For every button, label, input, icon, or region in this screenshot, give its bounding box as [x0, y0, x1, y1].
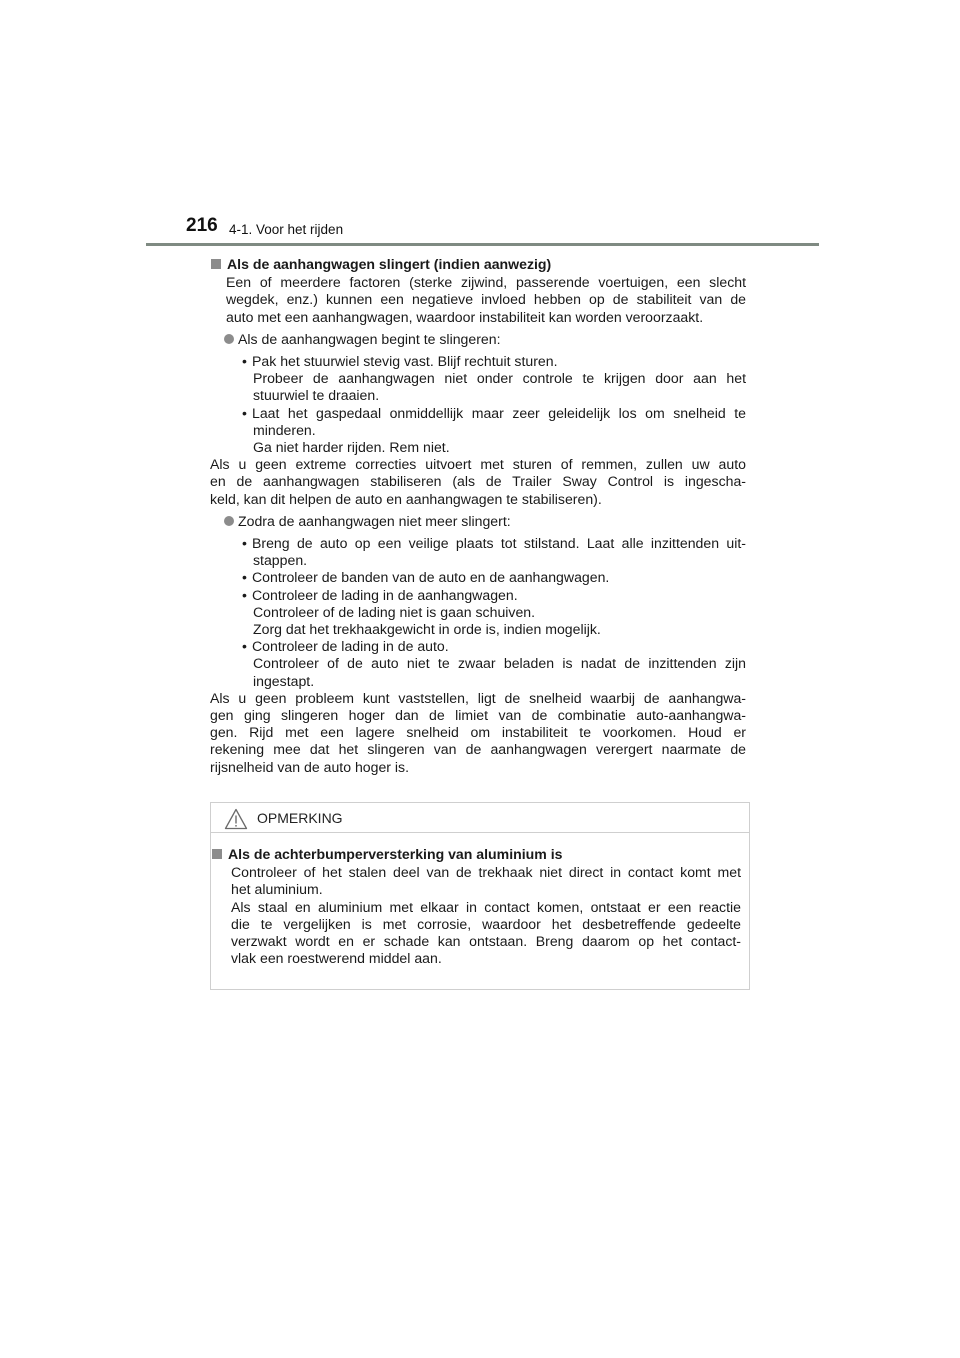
bullet-mark: •	[242, 586, 247, 603]
bullet-text: Zodra de aanhangwagen niet meer slingert:	[238, 512, 511, 529]
sub-item-text: Pak het stuurwiel stevig vast. Blijf rechtuit sturen.	[252, 353, 558, 370]
paragraph-line: rijsnelheid van de auto hoger is.	[210, 758, 410, 775]
intro-line: auto met een aanhangwagen, waardoor instabiliteit kan worden veroorzaakt.	[226, 308, 704, 325]
paragraph-line: Als u geen extreme correcties uitvoert met sturen of remmen, zullen uw auto	[210, 456, 746, 473]
sub-item	[210, 535, 746, 552]
notice-box	[210, 802, 750, 990]
sub-item-text: Controleer de lading in de aanhangwagen.	[252, 586, 518, 603]
heading-text: Als de aanhangwagen slingert (indien aanwezig)	[227, 256, 552, 272]
bullet-mark: •	[242, 535, 247, 552]
notice-line: verzwakt wordt en er schade kan ontstaan. Breng daarom op het contact-	[231, 933, 741, 950]
sub-item-continuation: ingestapt.	[253, 672, 315, 689]
warning-triangle-icon	[224, 808, 248, 830]
square-bullet-icon	[212, 849, 222, 859]
sub-item	[210, 587, 746, 604]
notice-line: het aluminium.	[231, 881, 323, 898]
paragraph-line: Als u geen probleem kunt vaststellen, ligt de snelheid waarbij de aanhangwa-	[210, 689, 746, 706]
intro-line: wegdek, enz.) kunnen een negatieve invloed hebben op de stabiliteit van de	[226, 291, 746, 308]
paragraph-line: keld, kan dit helpen de auto en aanhangwagen te stabiliseren).	[210, 490, 602, 507]
sub-item-text: Controleer de lading in de auto.	[252, 638, 449, 655]
intro-line: Een of meerdere factoren (sterke zijwind, passerende voertuigen, een slecht	[226, 274, 746, 291]
sub-item	[210, 353, 746, 370]
sub-item-continuation: Controleer of de auto niet te zwaar beladen is nadat de inzittenden zijn	[253, 655, 746, 672]
notice-line: Als staal en aluminium met elkaar in contact komen, ontstaat er een reactie	[231, 898, 741, 915]
square-bullet-icon	[211, 259, 221, 269]
paragraph-line: rekening mee dat het slingeren van de aanhangwagen verergert naarmate de	[210, 741, 746, 758]
sub-item	[210, 569, 746, 586]
sub-item-text: Laat het gaspedaal onmiddellijk maar zeer geleidelijk los om snelheid te	[252, 404, 746, 421]
page-number: 216	[186, 215, 218, 236]
bullet-text: Als de aanhangwagen begint te slingeren:	[238, 330, 501, 347]
paragraph-line: en de aanhangwagen stabiliseren (als de Trailer Sway Control is ingescha-	[210, 473, 746, 490]
section-heading	[210, 256, 746, 273]
notice-heading	[211, 846, 741, 863]
sub-item-continuation: stuurwiel te draaien.	[253, 387, 380, 404]
notice-body	[211, 846, 741, 967]
sub-item-continuation: Probeer de aanhangwagen niet onder controle te krijgen door aan het	[253, 370, 746, 387]
notice-header	[211, 803, 749, 833]
bullet-item	[210, 331, 746, 348]
notice-line: die te vergelijken is met corrosie, waardoor het desbetreffende gedeelte	[231, 915, 741, 932]
notice-title: OPMERKING	[257, 810, 343, 826]
bullet-mark: •	[242, 638, 247, 655]
notice-line: Controleer of het stalen deel van de trekhaak niet direct in contact komt met	[231, 864, 741, 881]
sub-item-continuation: Ga niet harder rijden. Rem niet.	[253, 439, 450, 456]
sub-item-continuation: Zorg dat het trekhaakgewicht in orde is, indien mogelijk.	[253, 621, 601, 638]
sub-item-continuation: stappen.	[253, 552, 308, 569]
notice-line: vlak een roestwerend middel aan.	[231, 950, 442, 967]
circle-bullet-icon	[224, 334, 234, 344]
main-content	[210, 256, 746, 776]
bullet-mark: •	[242, 404, 247, 421]
bullet-item	[210, 513, 746, 530]
header-rule	[146, 243, 819, 246]
paragraph-line: gen. Rijd met een lagere snelheid om instabiliteit te voorkomen. Houd er	[210, 724, 746, 741]
circle-bullet-icon	[224, 516, 234, 526]
sub-item-text: Controleer de banden van de auto en de aanhangwagen.	[252, 569, 610, 586]
paragraph-line: gen ging slingeren hoger dan de limiet van de combinatie auto-aanhangwa-	[210, 707, 746, 724]
sub-item-continuation: minderen.	[253, 421, 316, 438]
sub-item-text: Breng de auto op een veilige plaats tot stilstand. Laat alle inzittenden uit-	[252, 535, 746, 552]
sub-item-continuation: Controleer of de lading niet is gaan schuiven.	[253, 603, 536, 620]
bullet-mark: •	[242, 569, 247, 586]
notice-heading-text: Als de achterbumperversterking van aluminium is	[228, 846, 563, 862]
bullet-mark: •	[242, 353, 247, 370]
section-title: 4-1. Voor het rijden	[229, 222, 344, 237]
sub-item	[210, 405, 746, 422]
sub-item	[210, 638, 746, 655]
